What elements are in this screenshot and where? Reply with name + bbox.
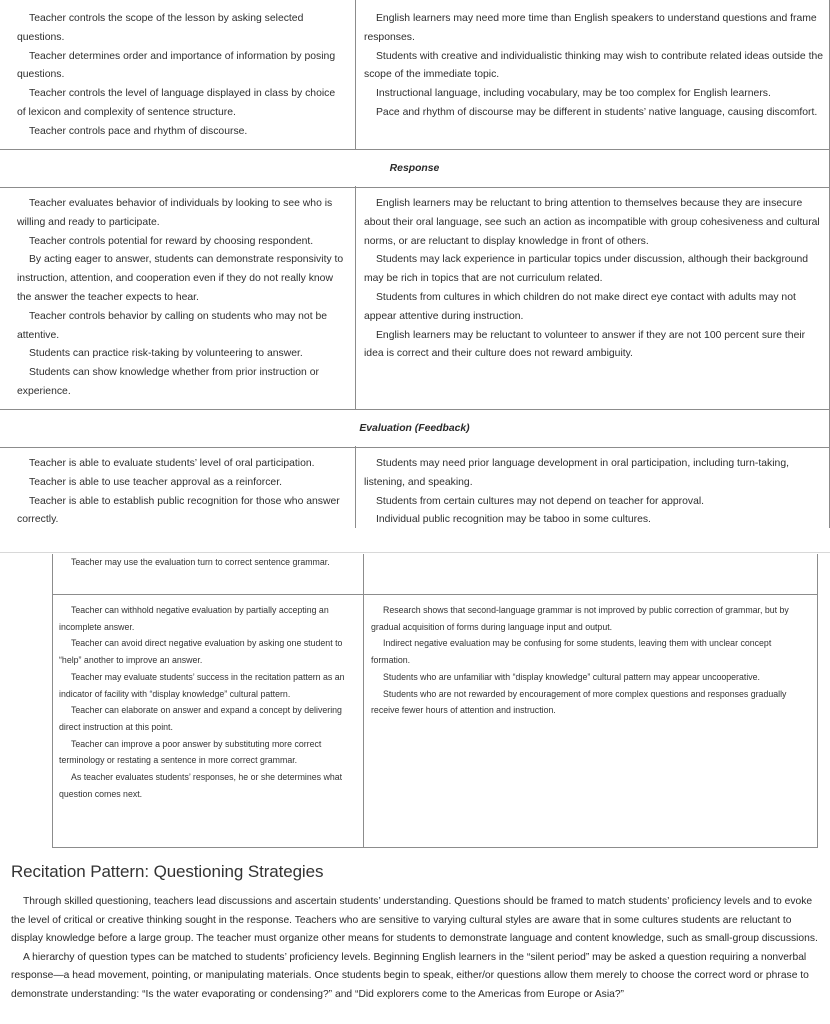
- cell-line: Teacher determines order and importance of information by posing questions.: [17, 50, 336, 81]
- table-cell-teacher-feedback: [59, 602, 358, 802]
- section-title: Recitation Pattern: Questioning Strategies: [11, 862, 324, 881]
- table-cell-student-evaluation: [364, 455, 824, 528]
- cell-line: Teacher may use the evaluation turn to correct sentence grammar.: [71, 557, 330, 567]
- cell-line: Students from cultures in which children do not make direct eye contact with adults may not appear attentive during instruction.: [364, 291, 796, 322]
- section-body: [11, 893, 826, 1005]
- cell-line: English learners may be reluctant to volunteer to answer if they are not 100 percent sure their idea is correct and their culture does not reward ambiguity.: [364, 329, 806, 360]
- cell-line: Students who are not rewarded by encouragement of more complex questions and responses gradually receive fewer hours of attention and instruction.: [371, 688, 787, 716]
- cell-line: Teacher controls the scope of the lesson by asking selected questions.: [17, 13, 304, 43]
- cell-line: English learners may need more time than English speakers to understand questions and frame responses.: [364, 13, 817, 43]
- cell-line: Students can practice risk-taking by volunteering to answer.: [29, 348, 303, 360]
- cell-line: Teacher is able to evaluate students’ level of oral participation.: [29, 458, 315, 469]
- cell-line: Pace and rhythm of discourse may be different in students’ native language, causing discomfort.: [376, 106, 818, 118]
- section-header-label: Evaluation (Feedback): [359, 423, 470, 434]
- table-cell-grammar-correction: [59, 554, 355, 571]
- table-cell-teacher-initiation: [17, 10, 343, 142]
- body-paragraph: A hierarchy of question types can be matched to students’ proficiency levels. Beginning English learners in the “silent period” may be asked a question requiring a nonverbal response—a head movement, pointing, or manipulating materials. Once students begin to speak, either/or questions allow them merely to choose the correct word or phrase to demonstrate understanding: “Is the water evaporating or condensing?” and “Did explorers come to the Americas from Europe or Asia?”: [11, 951, 809, 1000]
- page-divider: [0, 552, 830, 553]
- section-header-response: [0, 149, 829, 188]
- cell-line: Teacher is able to use teacher approval as a reinforcer.: [29, 476, 282, 488]
- table-border-left: [52, 554, 53, 848]
- column-divider: [355, 186, 356, 409]
- cell-line: Students who are unfamiliar with “display knowledge” cultural pattern may appear uncooperative.: [383, 671, 761, 682]
- section-header-evaluation: [0, 409, 829, 448]
- cell-line: English learners may be reluctant to bring attention to themselves because they are insecure about their oral language, see such an action as incompatible with group cohesiveness and cultural norms, or are reluctant to display knowledge in front of others.: [364, 198, 820, 247]
- table-cell-teacher-evaluation: [17, 455, 347, 528]
- cell-line: Teacher can elaborate on answer and expand a concept by delivering direct instruction at this point.: [59, 705, 342, 732]
- cell-line: Students can show knowledge whether from prior instruction or experience.: [17, 367, 319, 397]
- cell-line: Instructional language, including vocabulary, may be too complex for English learners.: [376, 88, 771, 100]
- row-divider: [52, 594, 818, 595]
- table-cell-student-initiation: [364, 10, 824, 123]
- table-cell-student-response: [364, 195, 824, 364]
- cell-line: Teacher can withhold negative evaluation by partially accepting an incomplete answer.: [59, 605, 329, 632]
- cell-line: Students may need prior language development in oral participation, including turn-taking, listening, and speaking.: [364, 458, 789, 488]
- table-cell-student-feedback: [371, 602, 811, 719]
- cell-line: Teacher is able to establish public recognition for those who answer correctly.: [17, 495, 340, 526]
- table-cell-teacher-response: [17, 195, 347, 402]
- body-paragraph: Through skilled questioning, teachers lead discussions and ascertain students’ understanding. Questions should be framed to match students’ proficiency levels and to evoke the level of critical or creative thinking sought in the response. Teachers who are sensitive to varying cultural styles are aware that in some cultures students are reluctant to display knowledge before a large group. The teacher must organize other means for students to demonstrate language and content knowledge, such as small-group discussions.: [11, 896, 818, 945]
- column-divider: [363, 554, 364, 848]
- cell-line: Students from certain cultures may not depend on teacher for approval.: [376, 495, 705, 507]
- cell-line: Teacher controls pace and rhythm of discourse.: [29, 125, 248, 137]
- cell-line: Teacher evaluates behavior of individuals by looking to see who is willing and ready to participate.: [17, 198, 333, 228]
- cell-line: As teacher evaluates students’ responses, he or she determines what question comes next.: [59, 772, 343, 799]
- column-divider: [355, 0, 356, 149]
- table-border-bottom: [52, 847, 818, 848]
- cell-line: Indirect negative evaluation may be confusing for some students, leaving them with unclear concept formation.: [371, 638, 772, 666]
- cell-line: Teacher controls behavior by calling on students who may not be attentive.: [17, 310, 328, 341]
- cell-line: Students with creative and individualistic thinking may wish to contribute related ideas outside the scope of the immediate topic.: [364, 50, 824, 81]
- cell-line: Teacher controls potential for reward by choosing respondent.: [29, 235, 314, 247]
- recitation-table-continued: [52, 554, 818, 848]
- section-header-label: Response: [389, 163, 440, 174]
- cell-line: Teacher can avoid direct negative evaluation by asking one student to “help” another to improve an answer.: [59, 638, 343, 666]
- cell-line: Teacher controls the level of language displayed in class by choice of lexicon and complexity of sentence structure.: [17, 88, 336, 118]
- column-divider: [355, 446, 356, 528]
- cell-line: Teacher can improve a poor answer by substituting more correct terminology or restating a sentence in more correct grammar.: [59, 738, 322, 766]
- cell-line: Research shows that second-language grammar is not improved by public correction of grammar, but by gradual acquisition of forms during language input and output.: [371, 605, 789, 632]
- cell-line: By acting eager to answer, students can demonstrate responsivity to instruction, attention, and cooperation even if they do not really know the answer the teacher expects to hear.: [17, 254, 344, 303]
- cell-line: Students may lack experience in particular topics under discussion, although their background may be rich in topics that are not curriculum related.: [364, 254, 809, 285]
- cell-line: Teacher may evaluate students’ success in the recitation pattern as an indicator of facility with “display knowledge” cultural pattern.: [59, 671, 345, 699]
- cell-line: Individual public recognition may be taboo in some cultures.: [376, 514, 651, 526]
- table-border-right: [817, 554, 818, 848]
